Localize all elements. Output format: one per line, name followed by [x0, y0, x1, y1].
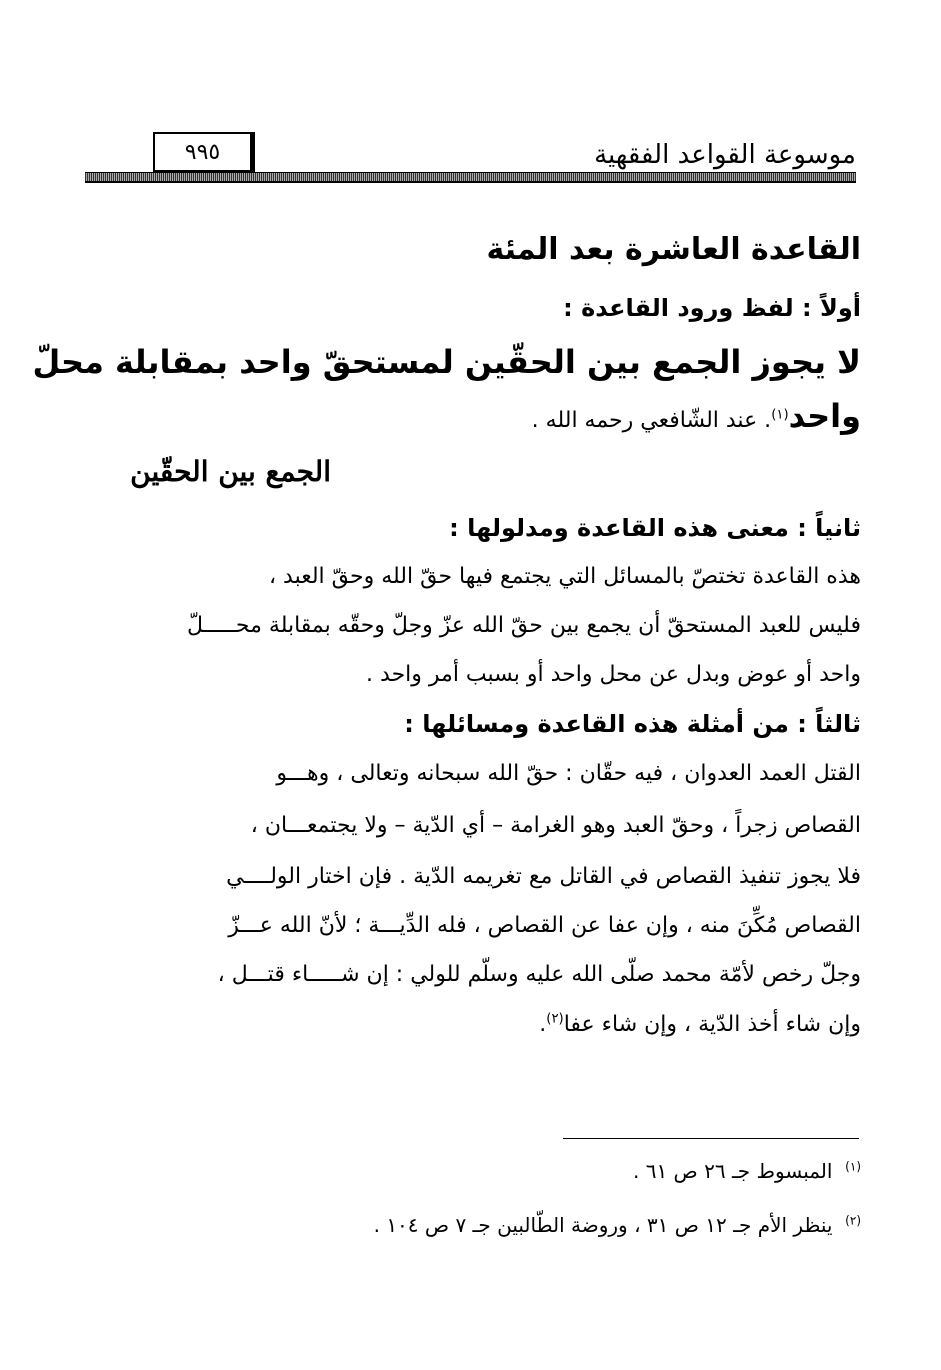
footnote-ref-1: (١): [771, 407, 789, 423]
rule-heading: القاعدة العاشرة بعد المئة: [486, 232, 861, 267]
footnote-2-text: ينظر الأم جـ ١٢ ص ٣١ ، وروضة الطّالبين جـ ٧ ص ١٠٤ .: [373, 1213, 833, 1237]
rule-statement-bold: واحد: [788, 397, 861, 435]
section1-heading: أولاً : لفظ ورود القاعدة :: [563, 294, 861, 322]
rule-subtitle: الجمع بين الحقّين: [130, 455, 331, 488]
section3-line-4: القصاص مُكِّنَ منه ، وإن عفا عن القصاص ، فله الدِّيـــة ؛ لأنّ الله عـــزّ: [228, 913, 861, 938]
footnote-1-number: (١): [845, 1159, 861, 1174]
section2-line-1: هذه القاعدة تختصّ بالمسائل التي يجتمع فيها حقّ الله وحقّ العبد ،: [268, 564, 861, 589]
section2-heading: ثانياً : معنى هذه القاعدة ومدلولها :: [449, 514, 861, 542]
footnote-2: [81, 1210, 861, 1240]
rule-statement-line2: [81, 392, 861, 445]
footnote-2-number: (٢): [845, 1213, 861, 1228]
section2-line-3: واحد أو عوض وبدل عن محل واحد أو بسبب أمر واحد .: [366, 662, 861, 687]
footnote-ref-2: (٢): [546, 1011, 564, 1027]
section3-last-text: وإن شاء أخذ الدّية ، وإن شاء عفا: [563, 1012, 861, 1037]
rule-statement-line1: لا يجوز الجمع بين الحقّين لمستحقّ واحد بمقابلة محلّ: [32, 343, 861, 381]
running-header-title: موسوعة القواعد الفقهية: [594, 140, 856, 170]
rule-statement-rest: . عند الشّافعي رحمه الله .: [531, 408, 772, 433]
footnote-1: [81, 1156, 861, 1186]
section3-line-6: [81, 1008, 861, 1042]
section3-line-1: القتل العمد العدوان ، فيه حقّان : حقّ الله سبحانه وتعالى ، وهـــو: [276, 761, 861, 786]
section3-line-3: فلا يجوز تنفيذ القصاص في القاتل مع تغريمه الدّية . فإن اختار الولــــي: [226, 864, 861, 889]
page-number: ٩٩٥: [184, 140, 221, 165]
section3-line-2: القصاص زجراً ، وحقّ العبد وهو الغرامة – أي الدّية – ولا يجتمعـــان ،: [250, 813, 861, 838]
header-rule: [85, 172, 856, 183]
page-number-box: [153, 132, 255, 172]
section2-line-2: فليس للعبد المستحقّ أن يجمع بين حقّ الله عزّ وجلّ وحقّه بمقابلة محـــــلّ: [187, 613, 861, 638]
footnote-1-text: المبسوط جـ ٢٦ ص ٦١ .: [633, 1159, 833, 1183]
section3-heading: ثالثاً : من أمثلة هذه القاعدة ومسائلها :: [404, 710, 861, 738]
section3-last-end: .: [539, 1012, 547, 1037]
footnote-separator: [563, 1138, 859, 1139]
section3-line-5: وجلّ رخص لأمّة محمد صلّى الله عليه وسلّم للولي : إن شـــــاء قتـــل ،: [217, 962, 861, 987]
